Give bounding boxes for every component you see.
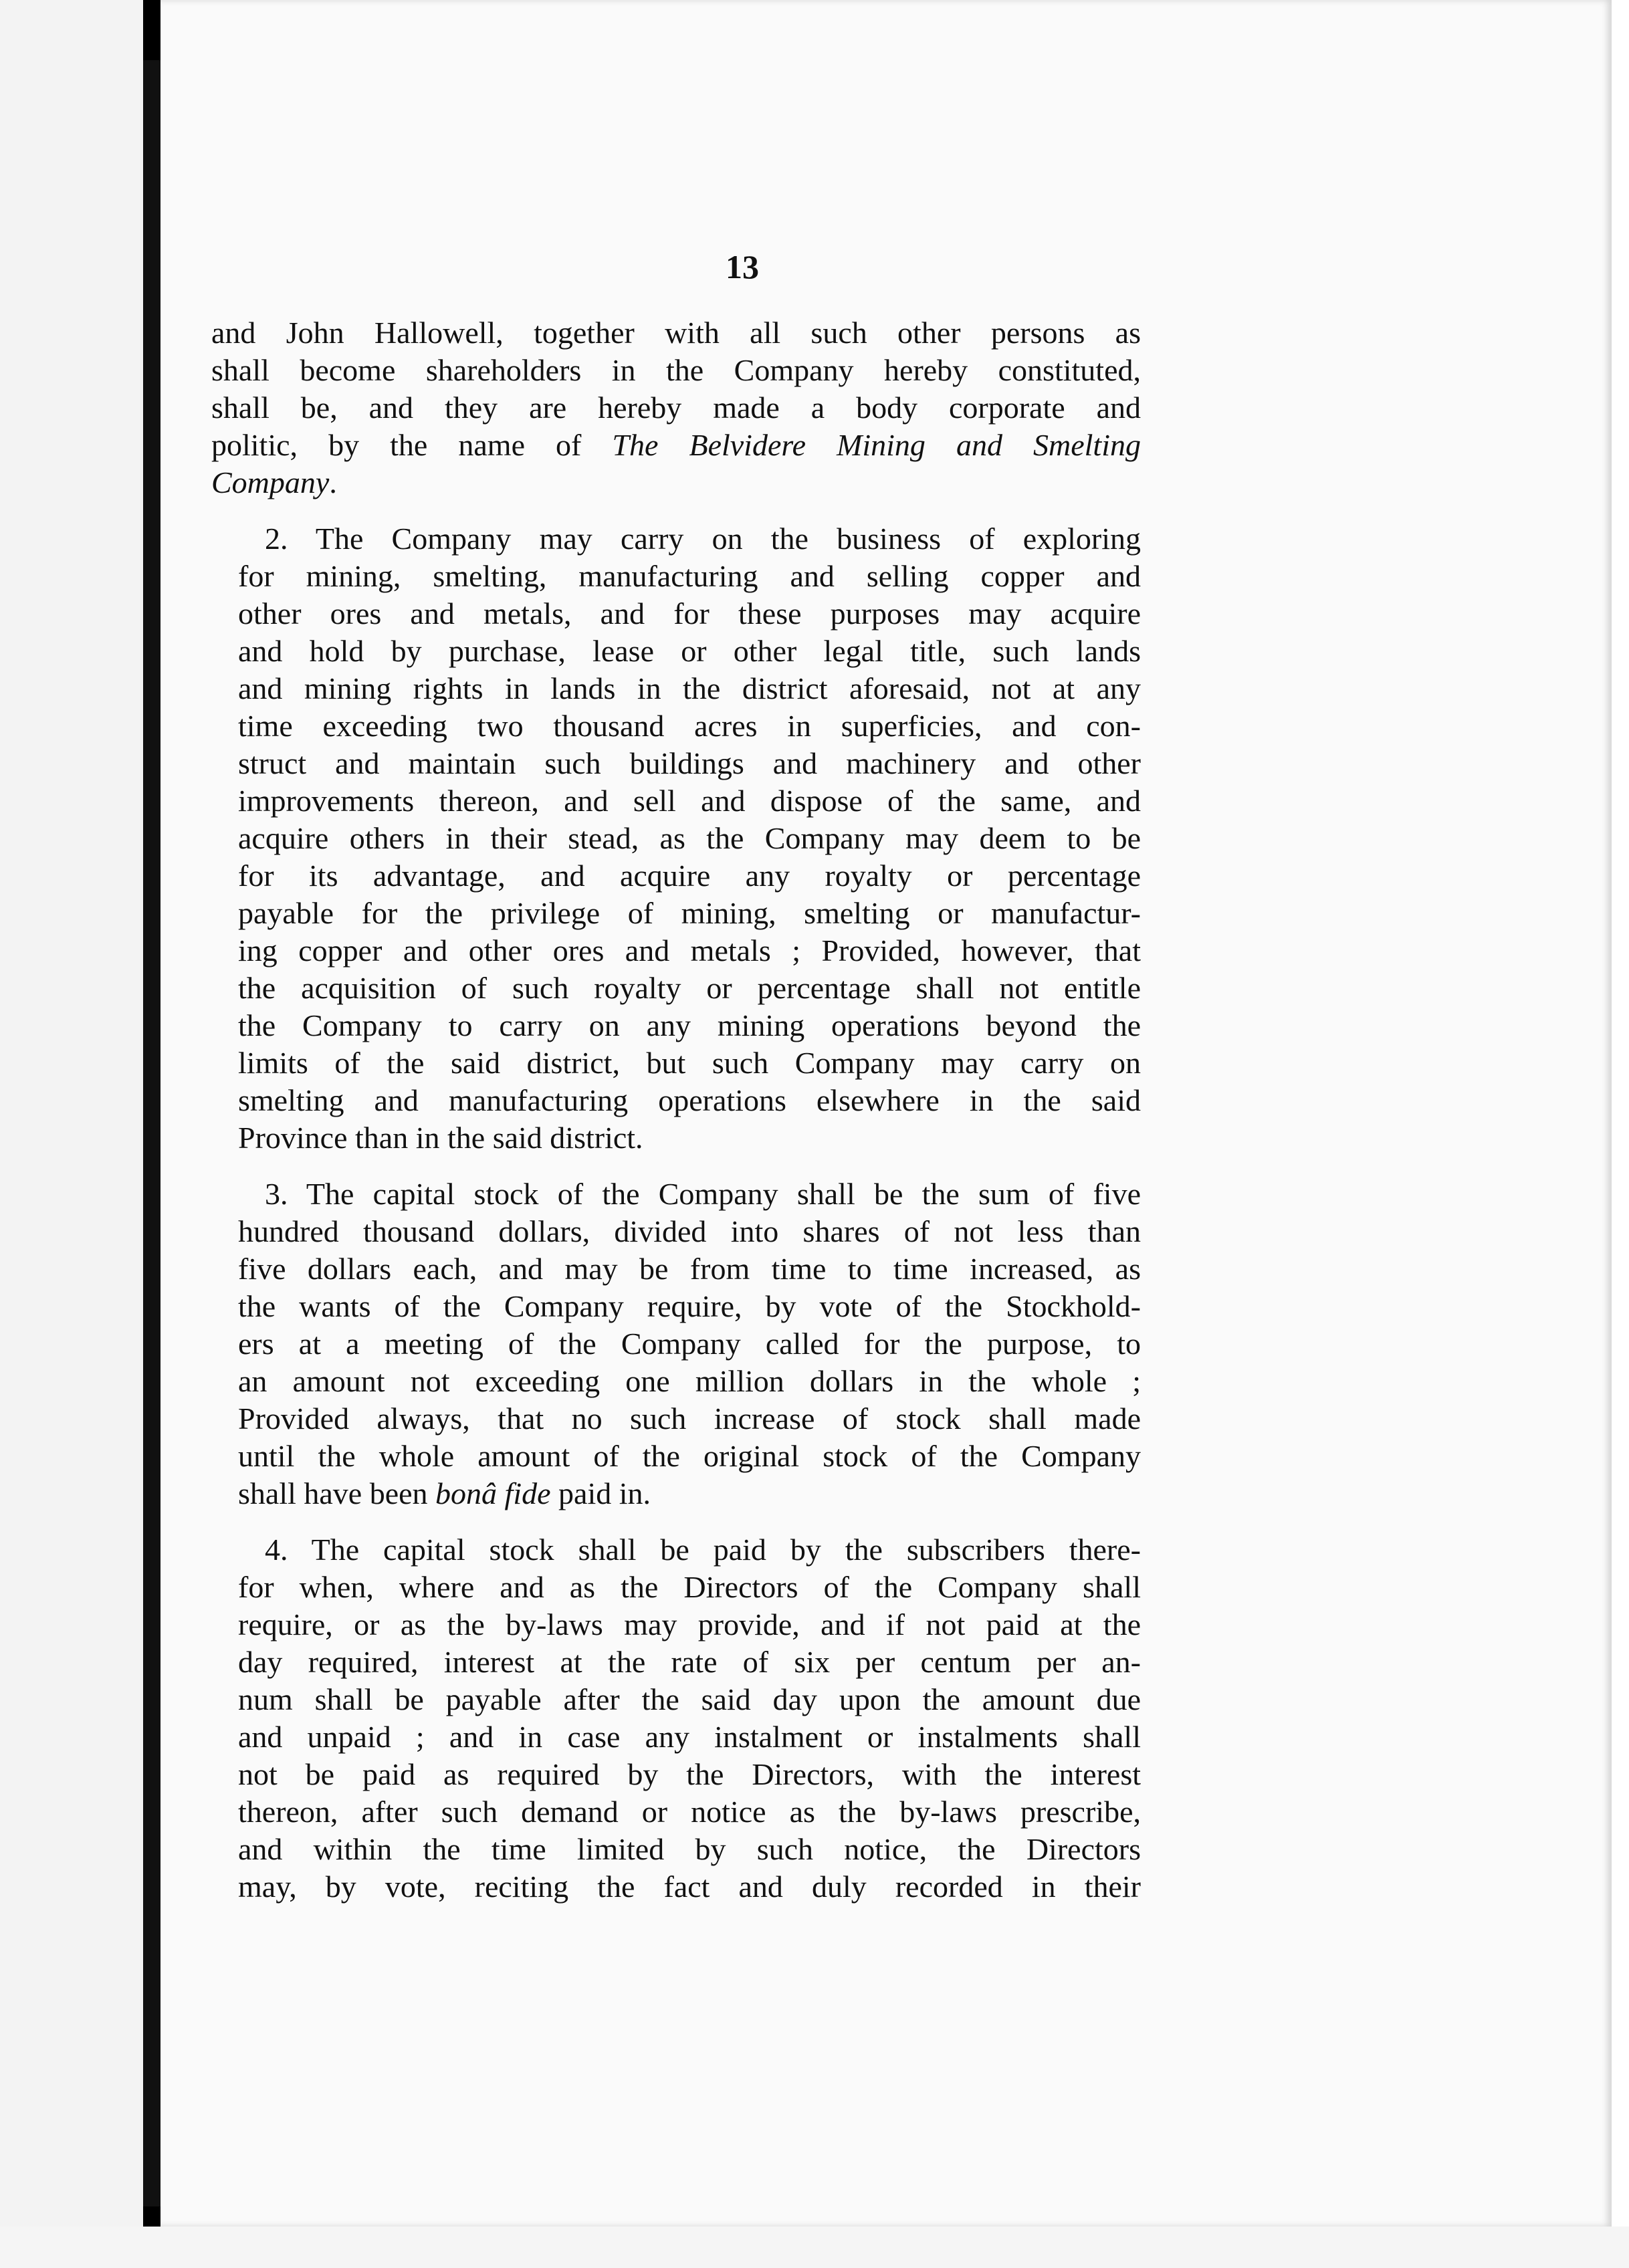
text-line [211, 1475, 1141, 1512]
text-line: other ores and metals, and for these purposes may acquire [238, 596, 1141, 631]
text-line: the Company to carry on any mining operations beyond the [238, 1008, 1141, 1042]
text-line: an amount not exceeding one million dollars in the whole ; [238, 1364, 1141, 1398]
text-line: num shall be payable after the said day upon the amount due [238, 1682, 1141, 1716]
text-line [211, 464, 1141, 501]
text-line: payable for the privilege of mining, smelting or manufactur- [238, 896, 1141, 930]
text-line: until the whole amount of the original stock of the Company [238, 1439, 1141, 1473]
bona-fide-italic: bonâ fide [435, 1476, 551, 1510]
text-line: Provided always, that no such increase of stock shall made [238, 1401, 1141, 1436]
text-line: Province than in the said district. [238, 1121, 643, 1155]
text-line: for its advantage, and acquire any royalty or percentage [238, 859, 1141, 893]
body-text [211, 314, 1141, 1924]
text-line: and mining rights in lands in the district aforesaid, not at any [238, 671, 1141, 705]
text-line: ers at a meeting of the Company called for the purpose, to [238, 1327, 1141, 1361]
text-line: struct and maintain such buildings and machinery and other [238, 746, 1141, 780]
text-line: improvements thereon, and sell and dispose of the same, and [238, 784, 1141, 818]
text-line: acquire others in their stead, as the Company may deem to be [238, 821, 1141, 855]
text-line: 2. The Company may carry on the business of exploring [265, 522, 1141, 556]
text-line: the acquisition of such royalty or percentage shall not entitle [238, 971, 1141, 1005]
text-line: shall be, and they are hereby made a body corporate and [211, 390, 1141, 425]
text-line: and John Hallowell, together with all such other persons as [211, 316, 1141, 350]
text-line: 3. The capital stock of the Company shall be the sum of five [265, 1177, 1141, 1211]
text-run: paid in. [550, 1476, 651, 1510]
paragraph-1 [211, 314, 1141, 501]
paragraph-3 [211, 1175, 1141, 1512]
scan-bottom-margin [0, 2227, 1629, 2268]
text-line [211, 427, 1141, 464]
company-name-italic: The Belvidere Mining and Smelting [612, 428, 1141, 462]
text-line: day required, interest at the rate of six per centum per an- [238, 1645, 1141, 1679]
text-line: the wants of the Company require, by vote of the Stockhold- [238, 1289, 1141, 1323]
text-run: politic, by the name of [211, 428, 613, 462]
text-line: thereon, after such demand or notice as the by-laws prescribe, [238, 1795, 1141, 1829]
page-edge [1612, 0, 1629, 2268]
text-line: ing copper and other ores and metals ; Provided, however, that [238, 933, 1141, 968]
paragraph-2 [211, 520, 1141, 1157]
text-line: and unpaid ; and in case any instalment or instalments shall [238, 1720, 1141, 1754]
company-name-italic-tail: Company [211, 465, 330, 499]
facing-page [0, 0, 143, 2268]
text-line: 4. The capital stock shall be paid by the subscribers there- [265, 1533, 1141, 1567]
text-line: time exceeding two thousand acres in superficies, and con- [238, 709, 1141, 743]
text-line: smelting and manufacturing operations elsewhere in the said [238, 1083, 1141, 1117]
text-line: for when, where and as the Directors of the Company shall [238, 1570, 1141, 1604]
text-line: may, by vote, reciting the fact and duly recorded in their [238, 1869, 1141, 1904]
text-line: not be paid as required by the Directors, with the interest [238, 1757, 1141, 1791]
text-line: hundred thousand dollars, divided into shares of not less than [238, 1214, 1141, 1248]
text-run: shall have been [238, 1476, 436, 1510]
page-number: 13 [726, 248, 759, 286]
text-line: five dollars each, and may be from time to time increased, as [238, 1252, 1141, 1286]
text-line: limits of the said district, but such Company may carry on [238, 1046, 1141, 1080]
text-line: and hold by purchase, lease or other legal title, such lands [238, 634, 1141, 668]
text-line: for mining, smelting, manufacturing and selling copper and [238, 559, 1141, 593]
text-line: and within the time limited by such notice, the Directors [238, 1832, 1141, 1866]
paragraph-4 [211, 1531, 1141, 1906]
text-line: require, or as the by-laws may provide, and if not paid at the [238, 1607, 1141, 1641]
text-run: . [329, 465, 337, 499]
text-line: shall become shareholders in the Company hereby constituted, [211, 353, 1141, 387]
